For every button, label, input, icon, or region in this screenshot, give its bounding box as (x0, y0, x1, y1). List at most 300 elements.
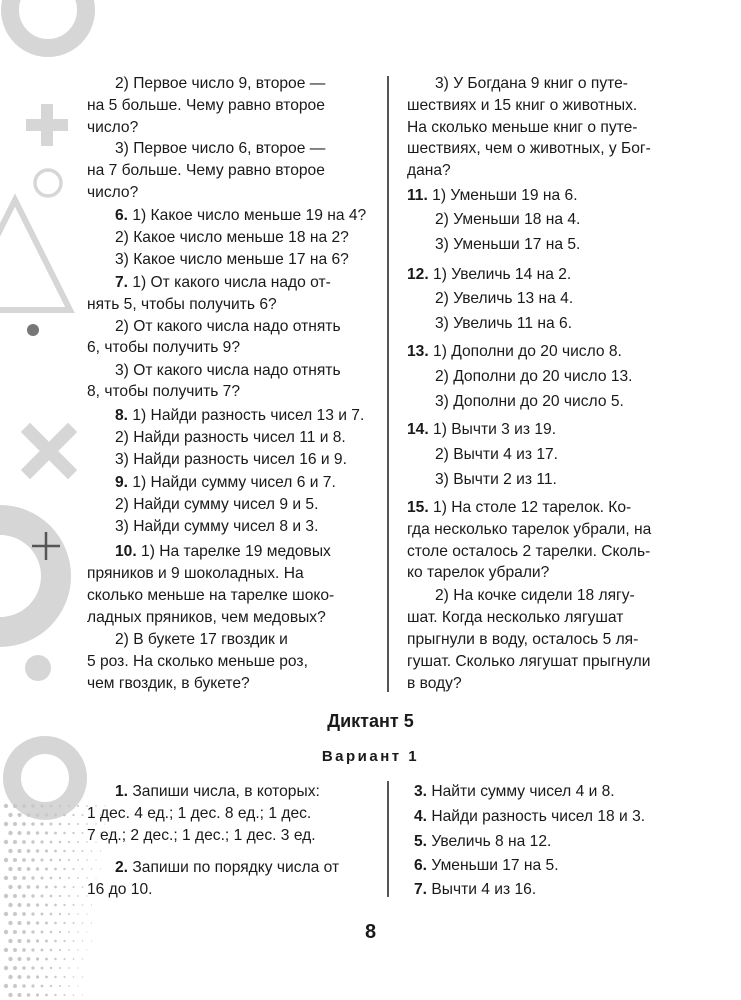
pattern-dot (8, 849, 12, 853)
line-text: 3) Увеличь 11 на 6. (435, 315, 573, 332)
text-line (407, 562, 692, 583)
pattern-dot (13, 876, 17, 880)
line-text: прыгнули в воду, осталось 5 ля- (407, 631, 639, 648)
pattern-dot (54, 814, 57, 817)
line-text: ладных пряников, чем медовых? (87, 609, 326, 626)
pattern-dot (17, 867, 21, 871)
line-text: 3) Вычти 2 из 11. (435, 471, 557, 488)
pattern-dot (18, 993, 22, 997)
pattern-dot (68, 967, 70, 969)
pattern-dot (31, 948, 34, 951)
pattern-dot (82, 958, 83, 959)
text-line (87, 825, 369, 846)
task-number: 14. (407, 421, 429, 438)
line-text: 2) Первое число 9, второе — (115, 75, 326, 92)
pattern-dot (95, 859, 96, 860)
pattern-dot (31, 858, 34, 861)
pattern-dot (13, 822, 17, 826)
text-line (435, 366, 692, 387)
text-line (414, 831, 692, 852)
pattern-dot (27, 993, 31, 997)
pattern-dot (22, 984, 26, 988)
text-line (87, 879, 369, 900)
pattern-dot (17, 831, 21, 835)
text-line (414, 781, 692, 802)
line-text: 1 дес. 4 ед.; 1 дес. 8 ед.; 1 дес. (87, 805, 312, 822)
pattern-dot (45, 885, 48, 888)
pattern-dot (17, 903, 21, 907)
pattern-dot (50, 841, 53, 844)
pattern-dot (77, 859, 79, 861)
pattern-dot (4, 948, 8, 952)
pattern-dot (17, 957, 21, 961)
pattern-dot (59, 967, 61, 969)
pattern-dot (4, 912, 8, 916)
pattern-dot (45, 994, 48, 997)
text-line (115, 629, 369, 650)
pattern-dot (59, 877, 61, 879)
pattern-dot (22, 858, 26, 862)
line-text: 1) Уменьши 19 на 6. (432, 187, 578, 204)
text-line (407, 419, 692, 440)
pattern-dot (54, 850, 57, 853)
task-number: 15. (407, 499, 429, 516)
pattern-dot (45, 813, 48, 816)
text-line (87, 563, 369, 584)
pattern-dot (8, 885, 12, 889)
text-line (87, 651, 369, 672)
pattern-dot (59, 913, 61, 915)
pattern-dot (50, 949, 53, 952)
text-line (115, 857, 369, 878)
text-line (87, 381, 369, 402)
text-line (115, 541, 369, 562)
pattern-dot (54, 994, 56, 996)
text-line (115, 249, 369, 270)
text-line (407, 673, 692, 694)
pattern-dot (72, 850, 74, 852)
line-text: 1) Увеличь 14 на 2. (433, 266, 572, 283)
pattern-dot (27, 849, 31, 853)
pattern-dot (50, 985, 52, 987)
text-line (87, 117, 369, 138)
line-text: На сколько меньше книг о путе- (407, 119, 638, 136)
line-text: Запиши числа, в которых: (132, 783, 320, 800)
text-line (435, 444, 692, 465)
pattern-dot (36, 867, 39, 870)
text-line (407, 341, 692, 362)
pattern-dot (91, 868, 92, 869)
line-text: Увеличь 8 на 12. (431, 833, 552, 850)
pattern-dot (54, 886, 57, 889)
pattern-dot (73, 904, 75, 906)
line-text: на 7 больше. Чему равно второе (87, 162, 325, 179)
pattern-dot (54, 904, 57, 907)
pattern-dot (77, 805, 79, 807)
pattern-dot (40, 876, 43, 879)
line-text: число? (87, 119, 139, 136)
text-line (115, 73, 369, 94)
text-line (435, 288, 692, 309)
text-line (87, 294, 369, 315)
line-text: 1) Вычти 3 из 19. (433, 421, 557, 438)
page-number: 8 (364, 921, 377, 943)
half-circle-decoration (0, 520, 56, 632)
pattern-dot (13, 948, 17, 952)
task-number: 6. (414, 857, 428, 874)
pattern-dot (59, 823, 62, 826)
small-ring-decoration (35, 170, 61, 196)
line-text: сколько меньше на тарелке шоко- (87, 587, 335, 604)
pattern-dot (68, 805, 70, 807)
line-text: 2) Вычти 4 из 17. (435, 446, 558, 463)
pattern-dot (54, 958, 56, 960)
pattern-dot (27, 903, 31, 907)
line-text: 1) От какого числа надо от- (132, 274, 331, 291)
text-line (414, 855, 692, 876)
pattern-dot (50, 859, 53, 862)
pattern-dot (27, 975, 31, 979)
text-line (407, 138, 692, 159)
dictation-title: Диктант 5 (327, 711, 414, 731)
pattern-dot (68, 913, 70, 915)
pattern-dot (45, 976, 48, 979)
text-line (407, 117, 692, 138)
pattern-dot (8, 867, 12, 871)
text-line (414, 879, 692, 900)
line-text: Уменьши 17 на 5. (431, 857, 559, 874)
pattern-dot (54, 868, 57, 871)
pattern-dot (36, 903, 39, 906)
line-text: 1) Найди сумму чисел 6 и 7. (132, 474, 336, 491)
pattern-dot (40, 858, 43, 861)
pattern-dot (68, 823, 70, 825)
pattern-dot (4, 858, 8, 862)
pattern-dot (22, 912, 26, 916)
pattern-dot (77, 877, 79, 879)
line-text: Найди разность чисел 18 и 3. (431, 808, 646, 825)
text-line (435, 73, 692, 94)
pattern-dot (8, 831, 12, 835)
task-number: 8. (115, 407, 129, 424)
text-line (407, 519, 692, 540)
task-number: 3. (414, 783, 428, 800)
pattern-dot (59, 805, 62, 808)
pattern-dot (13, 858, 17, 862)
pattern-dot (13, 804, 17, 808)
line-text: 2) Найди разность чисел 11 и 8. (115, 429, 346, 446)
task-number: 9. (115, 474, 129, 491)
task-number: 10. (115, 543, 137, 560)
text-line (87, 607, 369, 628)
text-line (407, 160, 692, 181)
pattern-dot (8, 903, 12, 907)
pattern-dot (54, 832, 57, 835)
pattern-dot (73, 976, 75, 978)
pattern-dot (18, 975, 22, 979)
line-text: 2) Какое число меньше 18 на 2? (115, 229, 349, 246)
pattern-dot (77, 823, 79, 825)
pattern-dot (27, 831, 31, 835)
pattern-dot (73, 994, 75, 996)
pattern-dot (36, 975, 39, 978)
pattern-dot (31, 894, 34, 897)
pattern-dot (50, 967, 52, 969)
task-number: 6. (115, 207, 129, 224)
text-line (407, 607, 692, 628)
line-text: гда несколько тарелок убрали, на (407, 521, 652, 538)
pattern-dot (59, 895, 61, 897)
pattern-dot (91, 904, 92, 905)
pattern-dot (22, 840, 26, 844)
line-text: 2) Найди сумму чисел 9 и 5. (115, 496, 319, 513)
pattern-dot (77, 949, 78, 950)
pattern-dot (36, 993, 39, 996)
line-text: 2) На кочке сидели 18 лягу- (435, 587, 635, 604)
pattern-dot (77, 967, 78, 968)
pattern-dot (77, 913, 79, 915)
pattern-dot (27, 885, 31, 889)
pattern-dot (68, 985, 70, 987)
text-line (115, 494, 369, 515)
pattern-dot (22, 822, 26, 826)
pattern-dot (8, 993, 12, 997)
pattern-dot (50, 895, 53, 898)
pattern-dot (27, 867, 31, 871)
pattern-dot (68, 877, 70, 879)
pattern-dot (82, 976, 83, 977)
pattern-dot (68, 859, 70, 861)
pattern-dot (63, 850, 66, 853)
text-line (407, 95, 692, 116)
pattern-dot (77, 985, 78, 986)
task-number: 7. (414, 881, 428, 898)
text-line (115, 516, 369, 537)
line-text: число? (87, 184, 139, 201)
line-text: ко тарелок убрали? (407, 564, 550, 581)
text-line (115, 427, 369, 448)
text-line (87, 803, 369, 824)
line-text: гушат. Сколько лягушат прыгнули (407, 653, 651, 670)
pattern-dot (63, 832, 66, 835)
pattern-dot (4, 966, 8, 970)
text-line (115, 449, 369, 470)
line-text: 2) В букете 17 гвоздик и (115, 631, 288, 648)
triangle-decoration (0, 200, 70, 310)
pattern-dot (31, 912, 34, 915)
pattern-dot (59, 985, 61, 987)
pattern-dot (31, 822, 35, 826)
pattern-dot (31, 804, 35, 808)
text-line (435, 313, 692, 334)
pattern-dot (54, 976, 56, 978)
line-text: 1) Какое число меньше 19 на 4? (132, 207, 367, 224)
line-text: в воду? (407, 675, 462, 692)
pattern-dot (36, 831, 39, 834)
cross-decoration (30, 432, 68, 470)
pattern-dot (87, 950, 88, 951)
task-number: 7. (115, 274, 129, 291)
pattern-dot (4, 822, 8, 826)
pattern-dot (63, 904, 65, 906)
pattern-dot (13, 840, 17, 844)
pattern-dot (22, 966, 26, 970)
task-number: 4. (414, 808, 428, 825)
text-line (407, 541, 692, 562)
line-text: 2) Увеличь 13 на 4. (435, 290, 574, 307)
pattern-dot (40, 894, 43, 897)
task-number: 5. (414, 833, 428, 850)
pattern-dot (41, 913, 44, 916)
line-text: 5 роз. На сколько меньше роз, (87, 653, 308, 670)
text-line (115, 227, 369, 248)
task-number: 12. (407, 266, 429, 283)
text-line (115, 360, 369, 381)
pattern-dot (22, 948, 26, 952)
pattern-dot (41, 949, 44, 952)
line-text: 3) Найди разность чисел 16 и 9. (115, 451, 347, 468)
pattern-dot (82, 832, 84, 834)
line-text: шат. Когда несколько лягушат (407, 609, 624, 626)
pattern-dot (63, 958, 65, 960)
pattern-dot (86, 859, 88, 861)
line-text: нять 5, чтобы получить 6? (87, 296, 277, 313)
task-number: 2. (115, 859, 129, 876)
pattern-dot (36, 885, 39, 888)
text-line (115, 405, 369, 426)
text-line (435, 469, 692, 490)
pattern-dot (27, 957, 31, 961)
pattern-dot (27, 813, 31, 817)
pattern-dot (81, 814, 83, 816)
line-text: чем гвоздик, в букете? (87, 675, 250, 692)
pattern-dot (82, 886, 84, 888)
pattern-dot (82, 850, 84, 852)
line-text: шествиях, чем о животных, у Бог- (407, 140, 651, 157)
pattern-dot (36, 849, 39, 852)
line-text: 2) От какого числа надо отнять (115, 318, 341, 335)
line-text: 7 ед.; 2 дес.; 1 дес.; 1 дес. 3 ед. (87, 827, 316, 844)
pattern-dot (82, 904, 84, 906)
variant-subtitle: Вариант 1 (321, 748, 420, 765)
pattern-dot (45, 903, 48, 906)
pattern-dot (68, 895, 70, 897)
pattern-dot (86, 913, 87, 914)
pattern-dot (59, 841, 62, 844)
pattern-dot (13, 984, 17, 988)
pattern-dot (13, 894, 17, 898)
pattern-dot (59, 859, 61, 861)
pattern-dot (77, 895, 79, 897)
text-line (435, 234, 692, 255)
text-line (435, 391, 692, 412)
line-text: 3) Найди сумму чисел 8 и 3. (115, 518, 319, 535)
line-text: 1) Найди разность чисел 13 и 7. (132, 407, 365, 424)
pattern-dot (17, 813, 21, 817)
text-line (115, 138, 369, 159)
pattern-dot (4, 894, 8, 898)
pattern-dot (91, 850, 93, 852)
pattern-dot (45, 849, 48, 852)
plus-decoration (26, 104, 68, 146)
pattern-dot (77, 841, 79, 843)
line-text: 3) У Богдана 9 книг о путе- (435, 75, 628, 92)
line-text: 1) На тарелке 19 медовых (141, 543, 331, 560)
pattern-dot (22, 804, 26, 808)
pattern-dot (72, 814, 74, 816)
line-text: 3) Дополни до 20 число 5. (435, 393, 624, 410)
pattern-dot (40, 840, 43, 843)
pattern-dot (100, 850, 101, 851)
pattern-dot (17, 885, 21, 889)
pattern-dot (59, 949, 61, 951)
ring-decoration (10, 0, 86, 48)
text-line (87, 673, 369, 694)
line-text: дана? (407, 162, 451, 179)
pattern-dot (82, 994, 83, 995)
text-line (414, 806, 692, 827)
pattern-dot (63, 868, 65, 870)
pattern-dot (8, 957, 12, 961)
line-text: 16 до 10. (87, 881, 153, 898)
pattern-dot (68, 841, 70, 843)
pattern-dot (41, 985, 44, 988)
line-text: на 5 больше. Чему равно второе (87, 97, 325, 114)
pattern-dot (40, 822, 43, 825)
line-text: Вычти 4 из 16. (431, 881, 537, 898)
text-line (115, 272, 369, 293)
line-text: Запиши по порядку числа от (132, 859, 340, 876)
pattern-dot (72, 832, 74, 834)
pattern-dot (4, 804, 8, 808)
gray-dot-decoration (25, 655, 51, 681)
pattern-dot (68, 949, 70, 951)
text-line (87, 585, 369, 606)
pattern-dot (50, 877, 53, 880)
line-text: столе осталось 2 тарелки. Сколь- (407, 543, 651, 560)
text-line (407, 497, 692, 518)
text-line (87, 160, 369, 181)
page-decoration (0, 0, 120, 1000)
line-text: 2) Уменьши 18 на 4. (435, 211, 581, 228)
text-line (435, 585, 692, 606)
pattern-dot (4, 840, 8, 844)
line-text: 1) На столе 12 тарелок. Ко- (433, 499, 632, 516)
task-number: 1. (115, 783, 129, 800)
pattern-dot (8, 813, 12, 817)
dot-decoration (27, 324, 39, 336)
text-line (407, 651, 692, 672)
pattern-dot (31, 876, 34, 879)
text-line (115, 316, 369, 337)
line-text: шествиях и 15 книг о животных. (407, 97, 638, 114)
pattern-dot (73, 958, 75, 960)
pattern-dot (41, 967, 44, 970)
line-text: 1) Дополни до 20 число 8. (433, 343, 622, 360)
pattern-dot (4, 984, 8, 988)
pattern-dot (45, 831, 48, 834)
line-text: 3) Какое число меньше 17 на 6? (115, 251, 349, 268)
line-text: пряников и 9 шоколадных. На (87, 565, 304, 582)
line-text: Найти сумму чисел 4 и 8. (431, 783, 615, 800)
pattern-dot (50, 823, 53, 826)
line-text: 6, чтобы получить 9? (87, 339, 241, 356)
pattern-dot (36, 957, 39, 960)
text-line (407, 185, 692, 206)
pattern-dot (45, 867, 48, 870)
pattern-dot (36, 813, 40, 817)
pattern-dot (22, 876, 26, 880)
